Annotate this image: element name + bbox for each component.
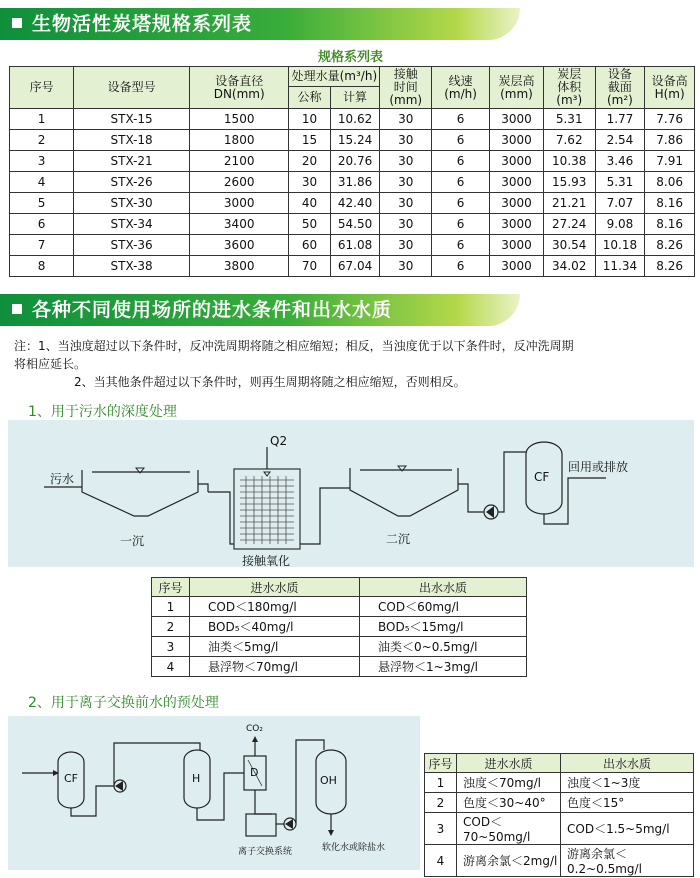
table-caption: 规格系列表 [318, 50, 384, 65]
table-cell: 21.21 [543, 193, 595, 214]
table-cell: 悬浮物＜1~3mg/l [360, 657, 527, 677]
note-1: 注：1、当浊度超过以下条件时，反冲洗周期将随之相应缩短；相反，当浊度优于以下条件时，反冲洗周期 [14, 339, 574, 353]
table-cell: 15.24 [330, 130, 380, 151]
table-cell: STX-21 [74, 151, 190, 172]
table-cell: 30 [380, 256, 432, 277]
table-cell: COD＜180mg/l [190, 597, 360, 617]
section-banner-specs [0, 8, 520, 40]
table-cell: 浊度＜1~3度 [561, 773, 694, 793]
table-cell: 2100 [190, 151, 289, 172]
table-cell: 6 [432, 151, 490, 172]
table-cell: 3000 [490, 193, 544, 214]
table-row [10, 172, 695, 193]
table-cell: BOD₅＜15mg/l [360, 617, 527, 637]
table-header-cell: 进水水质 [457, 754, 561, 773]
table-row [425, 793, 694, 813]
table-cell: 色度＜15° [561, 793, 694, 813]
table-cell: 5.31 [595, 172, 645, 193]
table-cell: 70 [289, 256, 330, 277]
table-header-cell: 序号 [425, 754, 457, 773]
table-cell: 30.54 [543, 235, 595, 256]
table-cell: 15 [289, 130, 330, 151]
table-cell: 3000 [490, 256, 544, 277]
table-row [425, 773, 694, 793]
table-cell: 5.31 [543, 109, 595, 130]
table-cell: 1.77 [595, 109, 645, 130]
table-cell: 7.07 [595, 193, 645, 214]
table-cell: 10.38 [543, 151, 595, 172]
col-carbon-height: 炭层高 (mm) [490, 67, 544, 109]
table-cell: 油类＜5mg/l [190, 637, 360, 657]
table-cell: 6 [432, 214, 490, 235]
table-row [10, 214, 695, 235]
table-cell: 3.46 [595, 151, 645, 172]
col-section: 设备 截面 (m²) [595, 67, 645, 109]
label-settle2: 二沉 [386, 532, 411, 546]
table-cell: STX-36 [74, 235, 190, 256]
table-cell: 1 [152, 597, 190, 617]
table-row [152, 617, 527, 637]
note-1-cont: 将相应延长。 [14, 357, 87, 371]
label-co2: CO₂ [246, 724, 263, 734]
section-title: 生物活性炭塔规格系列表 [32, 13, 253, 35]
table-cell: 油类＜0~0.5mg/l [360, 637, 527, 657]
table-cell: 2 [425, 793, 457, 813]
table-cell: 8 [10, 256, 74, 277]
table-cell: STX-34 [74, 214, 190, 235]
quality-table-sewage [151, 577, 527, 677]
table-cell: 3000 [490, 109, 544, 130]
table-cell: 7 [10, 235, 74, 256]
square-bullet-icon [12, 18, 22, 28]
table-cell: 20.76 [330, 151, 380, 172]
table-row [10, 151, 695, 172]
table-cell: 4 [152, 657, 190, 677]
label-settle1: 一沉 [120, 534, 145, 548]
table-cell: 1 [425, 773, 457, 793]
col-diameter: 设备直径 DN(mm) [190, 67, 289, 109]
section-title: 各种不同使用场所的进水条件和出水水质 [32, 299, 393, 321]
label-cf: CF [534, 470, 550, 484]
table-cell: 10.18 [595, 235, 645, 256]
col-flow-nominal: 公称 [289, 87, 330, 109]
table-cell: 60 [289, 235, 330, 256]
table-cell: 27.24 [543, 214, 595, 235]
table-cell: 3000 [190, 193, 289, 214]
table-cell: 6 [432, 172, 490, 193]
table-cell: 10 [289, 109, 330, 130]
table-row [10, 256, 695, 277]
table-cell: COD＜70~50mg/l [457, 813, 561, 845]
table-cell: 6 [432, 235, 490, 256]
table-cell: STX-26 [74, 172, 190, 193]
table-cell: 6 [10, 214, 74, 235]
label-oxidation: 接触氧化 [242, 554, 291, 568]
quality-table-ion [424, 753, 694, 877]
label-inlet: 污水 [50, 472, 75, 486]
table-row [152, 637, 527, 657]
table-cell: 3000 [490, 214, 544, 235]
table-cell: 7.91 [645, 151, 695, 172]
table-cell: 4 [425, 845, 457, 877]
label-ion-system: 离子交换系统 [238, 847, 293, 857]
table-cell: 40 [289, 193, 330, 214]
table-cell: 50 [289, 214, 330, 235]
table-row [10, 109, 695, 130]
table-cell: 1 [10, 109, 74, 130]
label-h: H [192, 772, 201, 785]
case2-title: 2、用于离子交换前水的预处理 [28, 695, 219, 711]
table-cell: 1800 [190, 130, 289, 151]
table-cell: 30 [289, 172, 330, 193]
table-cell: 3400 [190, 214, 289, 235]
table-cell: 9.08 [595, 214, 645, 235]
table-cell: 6 [432, 193, 490, 214]
table-header-cell: 出水水质 [360, 578, 527, 597]
square-bullet-icon [12, 304, 22, 314]
table-cell: 8.26 [645, 256, 695, 277]
col-model: 设备型号 [74, 67, 190, 109]
table-cell: 3 [152, 637, 190, 657]
table-cell: 30 [380, 151, 432, 172]
label-reuse: 回用或排放 [568, 460, 629, 474]
table-cell: 31.86 [330, 172, 380, 193]
table-cell: 61.08 [330, 235, 380, 256]
table-cell: 11.34 [595, 256, 645, 277]
col-flow-calc: 计算 [330, 87, 380, 109]
table-cell: 3600 [190, 235, 289, 256]
table-cell: 3 [425, 813, 457, 845]
col-carbon-volume: 炭层 体积 (m³) [543, 67, 595, 109]
table-row [425, 845, 694, 877]
table-cell: BOD₅＜40mg/l [190, 617, 360, 637]
table-cell: 3800 [190, 256, 289, 277]
table-cell: 10.62 [330, 109, 380, 130]
table-row [10, 235, 695, 256]
table-cell: 42.40 [330, 193, 380, 214]
table-cell: STX-38 [74, 256, 190, 277]
table-cell: STX-30 [74, 193, 190, 214]
table-cell: 20 [289, 151, 330, 172]
table-cell: 2 [152, 617, 190, 637]
table-cell: 游离余氯＜2mg/l [457, 845, 561, 877]
flow-diagram-graphics [8, 420, 694, 567]
table-cell: STX-18 [74, 130, 190, 151]
table-cell: 30 [380, 130, 432, 151]
col-height: 设备高 H(m) [645, 67, 695, 109]
table-cell: 悬浮物＜70mg/l [190, 657, 360, 677]
table-cell: 8.06 [645, 172, 695, 193]
table-cell: 7.86 [645, 130, 695, 151]
col-speed: 线速 (m/h) [432, 67, 490, 109]
table-header-cell: 进水水质 [190, 578, 360, 597]
process-diagram-ion [8, 716, 420, 870]
table-cell: 67.04 [330, 256, 380, 277]
section-banner-conditions [0, 294, 520, 326]
label-d: D [250, 766, 259, 779]
table-row [425, 813, 694, 845]
note-2: 2、当其他条件超过以下条件时，则再生周期将随之相应缩短，否则相反。 [74, 375, 466, 389]
spec-table [9, 66, 695, 277]
table-cell: 54.50 [330, 214, 380, 235]
table-cell: 6 [432, 256, 490, 277]
table-cell: 30 [380, 235, 432, 256]
table-cell: 3000 [490, 235, 544, 256]
table-cell: 34.02 [543, 256, 595, 277]
label-oh: OH [320, 774, 337, 787]
table-cell: 3000 [490, 151, 544, 172]
label-q2: Q2 [270, 434, 288, 448]
table-cell: 色度＜30~40° [457, 793, 561, 813]
table-cell: 30 [380, 172, 432, 193]
col-no: 序号 [10, 67, 74, 109]
table-cell: 2.54 [595, 130, 645, 151]
table-cell: COD＜60mg/l [360, 597, 527, 617]
col-contact: 接触 时间 (mm) [380, 67, 432, 109]
table-cell: 浊度＜70mg/l [457, 773, 561, 793]
table-cell: 30 [380, 109, 432, 130]
table-row [10, 193, 695, 214]
table-row [152, 597, 527, 617]
table-header-cell: 出水水质 [561, 754, 694, 773]
table-cell: 6 [432, 130, 490, 151]
table-cell: 15.93 [543, 172, 595, 193]
table-cell: 8.16 [645, 193, 695, 214]
table-cell: 30 [380, 214, 432, 235]
table-cell: 2 [10, 130, 74, 151]
table-cell: 3000 [490, 130, 544, 151]
table-cell: 8.26 [645, 235, 695, 256]
table-cell: 30 [380, 193, 432, 214]
table-cell: 2600 [190, 172, 289, 193]
table-cell: 5 [10, 193, 74, 214]
table-row [152, 657, 527, 677]
process-diagram-sewage [8, 420, 694, 567]
table-cell: 3000 [490, 172, 544, 193]
label-cf: CF [64, 772, 79, 785]
table-cell: 6 [432, 109, 490, 130]
table-row [10, 130, 695, 151]
table-cell: 1500 [190, 109, 289, 130]
table-cell: 4 [10, 172, 74, 193]
table-cell: 7.62 [543, 130, 595, 151]
table-cell: STX-15 [74, 109, 190, 130]
table-cell: COD＜1.5~5mg/l [561, 813, 694, 845]
table-cell: 3 [10, 151, 74, 172]
col-flow: 处理水量(m³/h) [289, 67, 380, 87]
case1-title: 1、用于污水的深度处理 [28, 404, 177, 420]
table-cell: 游离余氯＜0.2~0.5mg/l [561, 845, 694, 877]
table-header-cell: 序号 [152, 578, 190, 597]
label-soft-water: 软化水或除盐水 [322, 843, 386, 853]
table-cell: 7.76 [645, 109, 695, 130]
table-cell: 8.16 [645, 214, 695, 235]
